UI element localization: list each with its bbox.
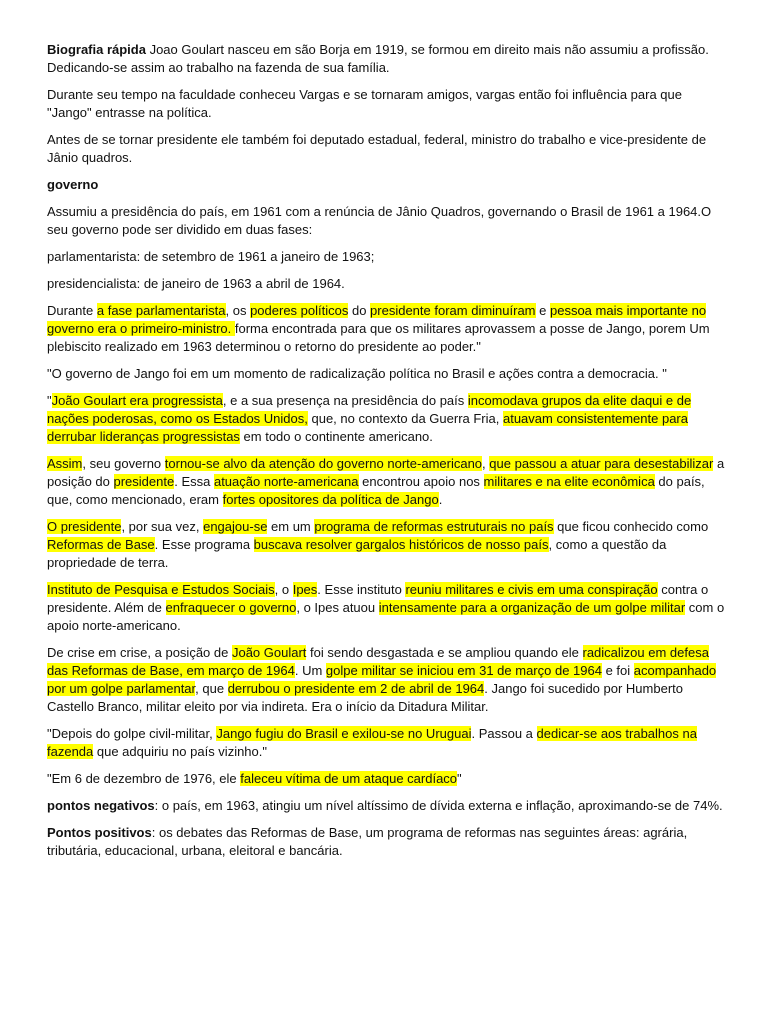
paragraph-radicalization: "O governo de Jango foi em um momento de radicalização política no Brasil e ações contra a democracia. " (47, 366, 667, 381)
paragraph-bio (47, 41, 728, 77)
highlight: Instituto de Pesquisa e Estudos Sociais (47, 582, 275, 597)
highlight: Jango fugiu do Brasil e exilou-se no Uruguai (216, 726, 472, 741)
paragraph-us-attention: Assim, seu governo tornou-se alvo da atenção do governo norte-americano, que passou a atuar para desestabilizar a posição do presidente. Essa atuação norte-americana encontrou apoio nos militares e na elite econômica do país, que, como mencionado, eram fortes opositores da política de Jango. (47, 456, 725, 507)
highlight: Reformas de Base (47, 537, 155, 552)
highlight: tornou-se alvo da atenção do governo norte-americano (164, 456, 483, 471)
highlight: derrubou o presidente em 2 de abril de 1964 (227, 681, 485, 696)
highlight: O presidente (47, 519, 122, 534)
highlight: Assim (47, 456, 83, 471)
bio-label: Biografia rápida (47, 42, 146, 57)
highlight: poderes políticos (250, 303, 349, 318)
highlight: presidente (113, 474, 175, 489)
highlight: João Goulart (231, 645, 307, 660)
highlight: engajou-se (203, 519, 268, 534)
paragraph-death: "Em 6 de dezembro de 1976, ele faleceu vítima de um ataque cardíaco" (47, 771, 462, 786)
bio-text: Joao Goulart nasceu em são Borja em 1919, se formou em direito mais não assumiu a profissão. Dedicando-se assim ao trabalho na fazenda de sua família. (47, 42, 709, 75)
paragraph-phase-parliamentary: parlamentarista: de setembro de 1961 a janeiro de 1963; (47, 249, 375, 264)
paragraph-exile: "Depois do golpe civil-militar, Jango fugiu do Brasil e exilou-se no Uruguai. Passou a dedicar-se aos trabalhos na fazenda que adquiriu no país vizinho." (47, 726, 697, 759)
paragraph-coup: De crise em crise, a posição de João Goulart foi sendo desgastada e se ampliou quando ele radicalizou em defesa das Reformas de Base, em março de 1964. Um golpe militar se iniciou em 31 de março de 1964 e foi acompanhado por um golpe parlamentar, que derrubou o presidente em 2 de abril de 1964. Jango foi sucedido por Humberto Castello Branco, militar eleito por via indireta. Era o início da Ditadura Militar. (47, 645, 717, 714)
highlight: fortes opositores da política de Jango (222, 492, 439, 507)
highlight: faleceu vítima de um ataque cardíaco (240, 771, 458, 786)
highlight: enfraquecer o governo (165, 600, 297, 615)
paragraph-presidency: Assumiu a presidência do país, em 1961 com a renúncia de Jânio Quadros, governando o Brasil de 1961 a 1964.O seu governo pode ser dividido em duas fases: (47, 204, 712, 237)
highlight: acompanhado por um golpe parlamentar (47, 663, 717, 696)
heading-governo: governo (47, 177, 99, 192)
highlight: atuação norte-americana (213, 474, 359, 489)
highlight: atuavam consistentemente para derrubar lideranças progressistas (47, 411, 688, 444)
highlight: golpe militar se iniciou em 31 de março de 1964 (325, 663, 602, 678)
paragraph-reforms: O presidente, por sua vez, engajou-se em um programa de reformas estruturais no país que ficou conhecido como Reformas de Base. Esse programa buscava resolver gargalos históricos de nosso país, como a questão da propriedade de terra. (47, 519, 709, 570)
highlight: João Goulart era progressista (51, 393, 223, 408)
highlight: intensamente para a organização de um golpe militar (378, 600, 686, 615)
negatives-label: pontos negativos (47, 798, 155, 813)
highlight: incomodava grupos da elite daqui e de nações poderosas, como os Estados Unidos, (47, 393, 692, 426)
highlight: presidente foram diminuíram (370, 303, 536, 318)
paragraph-negatives: pontos negativos: o país, em 1963, atingiu um nível altíssimo de dívida externa e inflação, aproximando-se de 74%. (47, 798, 723, 813)
highlight: buscava resolver gargalos históricos de nosso país (253, 537, 549, 552)
paragraph-ipes: Instituto de Pesquisa e Estudos Sociais, o Ipes. Esse instituto reuniu militares e civis em uma conspiração contra o presidente. Além de enfraquecer o governo, o Ipes atuou intensamente para a organização de um golpe militar com o apoio norte-americano. (47, 582, 725, 633)
paragraph-career: Antes de se tornar presidente ele também foi deputado estadual, federal, ministro do trabalho e vice-presidente de Jânio quadros. (47, 132, 707, 165)
paragraph-vargas: Durante seu tempo na faculdade conheceu Vargas e se tornaram amigos, vargas então foi influência para que "Jango" entrasse na política. (47, 87, 682, 120)
highlight: que passou a atuar para desestabilizar (489, 456, 714, 471)
highlight: programa de reformas estruturais no país (314, 519, 554, 534)
highlight: dedicar-se aos trabalhos na fazenda (47, 726, 697, 759)
highlight: a fase parlamentarista (96, 303, 226, 318)
highlight: Ipes (292, 582, 318, 597)
positives-label: Pontos positivos (47, 825, 152, 840)
highlight: radicalizou em defesa das Reformas de Base, em março de 1964 (47, 645, 709, 678)
highlight: reuniu militares e civis em uma conspiração (405, 582, 658, 597)
highlight: militares e na elite econômica (483, 474, 655, 489)
highlight: pessoa mais importante no governo era o primeiro-ministro. (47, 303, 707, 336)
paragraph-progressive: "João Goulart era progressista, e a sua presença na presidência do país incomodava grupos da elite daqui e de nações poderosas, como os Estados Unidos, que, no contexto da Guerra Fria, atuavam consistentemente para derrubar lideranças progressistas em todo o continente americano. (47, 393, 692, 444)
paragraph-positives: Pontos positivos: os debates das Reformas de Base, um programa de reformas nas seguintes áreas: agrária, tributária, educacional, urbana, eleitoral e bancária. (47, 825, 688, 858)
paragraph-parliamentary-detail: Durante a fase parlamentarista, os poderes políticos do presidente foram diminuíram e pessoa mais importante no governo era o primeiro-ministro. forma encontrada para que os militares aprovassem a posse de Jango, porem Um plebiscito realizado em 1963 determinou o retorno do presidente ao poder." (47, 303, 710, 354)
paragraph-phase-presidential: presidencialista: de janeiro de 1963 a abril de 1964. (47, 276, 345, 291)
